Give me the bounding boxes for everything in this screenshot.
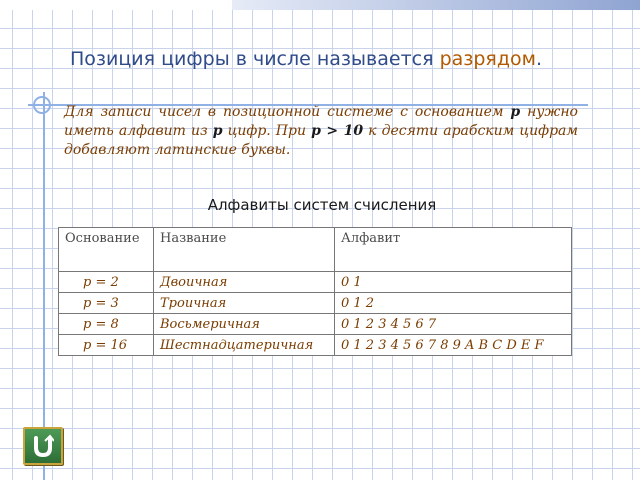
row-base: p = 2: [59, 272, 154, 293]
notebook-margin-line: [43, 92, 45, 480]
para-p2: p: [212, 123, 223, 139]
table-row: [59, 272, 572, 293]
table-row: [59, 335, 572, 356]
title-accent: разрядом: [439, 48, 536, 70]
notebook-ring-icon: [33, 96, 51, 114]
header-name: Название: [154, 228, 335, 272]
row-base: p = 16: [59, 335, 154, 356]
para-part4: к десяти арабским цифрам добавляют латинские буквы.: [64, 123, 579, 158]
alphabet-table: [58, 227, 572, 356]
table-row: [59, 314, 572, 335]
title-end: .: [535, 48, 543, 70]
row-name: Троичная: [154, 293, 335, 314]
table-row: [59, 293, 572, 314]
return-button[interactable]: [23, 427, 63, 465]
title-text: Позиция цифры в числе называется: [70, 48, 440, 70]
para-part3: цифр. При: [222, 123, 312, 139]
row-base: p = 8: [59, 314, 154, 335]
row-alphabet: 0 1 2: [335, 293, 572, 314]
top-decoration-gradient: [232, 0, 640, 10]
para-cond: p > 10: [311, 123, 364, 139]
para-part2: нужно иметь алфавит из: [64, 104, 578, 139]
row-alphabet: 0 1 2 3 4 5 6 7: [335, 314, 572, 335]
para-p1: p: [510, 104, 521, 120]
return-arrow-icon: [32, 434, 54, 458]
header-base: Основание: [59, 228, 154, 272]
header-alphabet: Алфавит: [335, 228, 572, 272]
table-title-text: Алфавиты систем счисления: [207, 196, 437, 214]
para-part1: Для записи чисел в позиционной системе с основанием: [64, 104, 511, 120]
row-alphabet: 0 1: [335, 272, 572, 293]
slide-title: [70, 48, 630, 70]
description-paragraph: [64, 103, 578, 160]
row-name: Восьмеричная: [154, 314, 335, 335]
row-name: Шестнадцатеричная: [154, 335, 335, 356]
table-header-row: [59, 228, 572, 272]
row-base: p = 3: [59, 293, 154, 314]
row-alphabet: 0 1 2 3 4 5 6 7 8 9 A B C D E F: [335, 335, 572, 356]
row-name: Двоичная: [154, 272, 335, 293]
table-title: [0, 196, 640, 214]
